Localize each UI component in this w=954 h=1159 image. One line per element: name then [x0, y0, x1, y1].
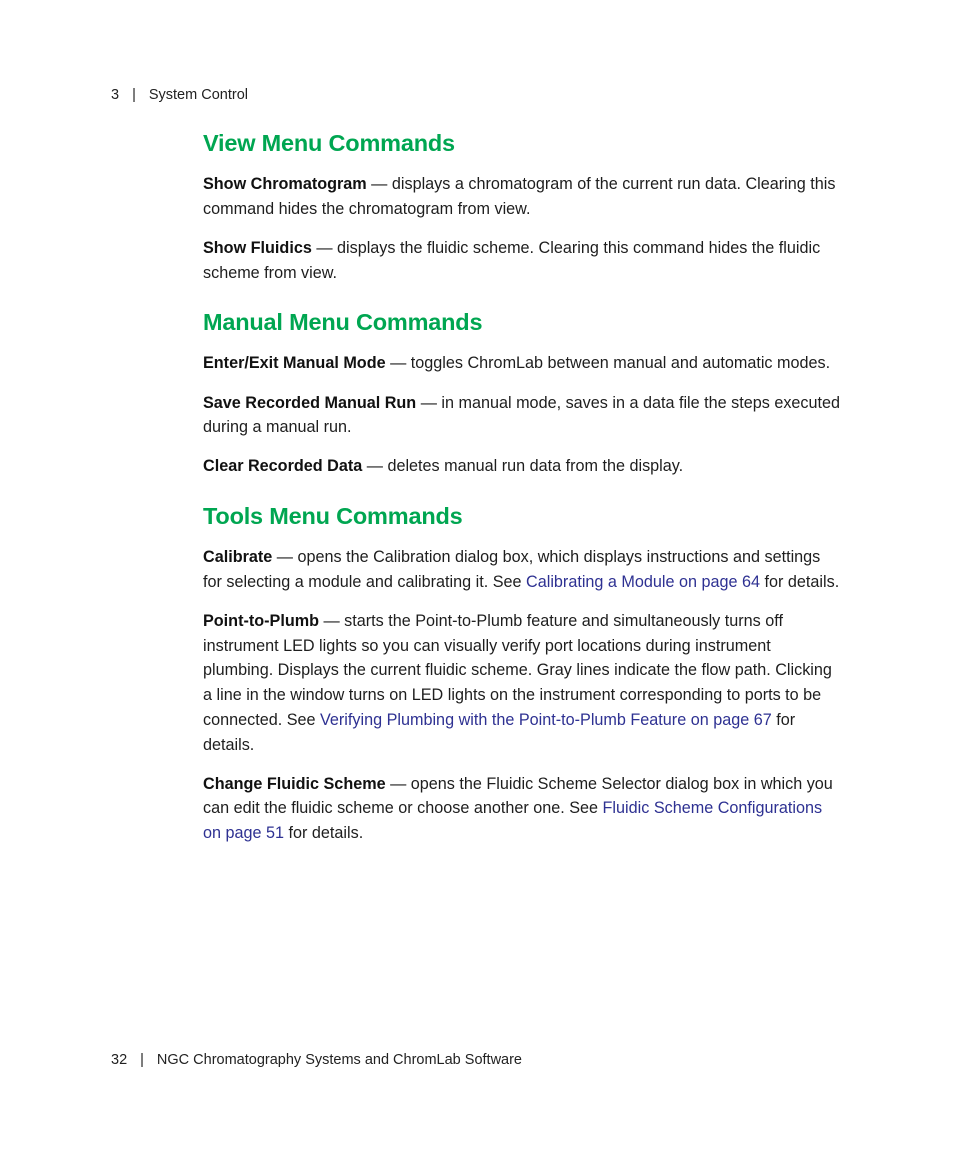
entry-description: in manual mode, saves in a data file the steps executed during a manual run.	[203, 393, 841, 437]
em-dash: —	[362, 457, 388, 476]
entry-term: Save Recorded Manual Run	[203, 393, 417, 412]
em-dash: —	[318, 612, 345, 631]
entry-description-end: for details.	[203, 710, 796, 754]
chapter-title: System Control	[148, 87, 248, 103]
entry-show-fluidics	[203, 236, 843, 285]
entry-description: toggles ChromLab between manual and automatic modes.	[410, 354, 831, 373]
entry-show-chromatogram	[203, 172, 843, 221]
entry-save-recorded-manual-run	[203, 391, 843, 440]
em-dash: —	[385, 774, 411, 793]
entry-enter-exit-manual-mode	[203, 351, 843, 376]
book-title: NGC Chromatography Systems and ChromLab Software	[156, 1052, 522, 1068]
entry-description-end: for details.	[284, 824, 364, 843]
entry-term: Show Fluidics	[203, 238, 312, 257]
entry-description: starts the Point-to-Plumb feature and simultaneously turns off instrument LED lights so you can visually verify port locations during instrument plumbing. Displays the current fluidic scheme. Gray lines indicate the flow path. Clicking a line in the window turns on LED lights on the instrument corresponding to ports to be connected. See	[203, 612, 832, 729]
page-number: 32	[111, 1052, 128, 1068]
em-dash: —	[272, 548, 298, 567]
entry-description: displays the fluidic scheme. Clearing this command hides the fluidic scheme from view.	[203, 238, 821, 282]
em-dash: —	[311, 238, 338, 257]
section-heading: Manual Menu Commands	[203, 309, 483, 336]
header-separator: |	[132, 87, 136, 103]
entry-term: Clear Recorded Data	[203, 457, 363, 476]
entry-description-end: for details.	[760, 572, 840, 591]
running-footer	[111, 1052, 522, 1068]
entry-term: Point-to-Plumb	[203, 612, 319, 631]
em-dash: —	[385, 354, 411, 373]
section-manual-menu	[203, 307, 843, 479]
entry-description: displays a chromatogram of the current run data. Clearing this command hides the chromatogram from view.	[203, 175, 836, 218]
page-content	[203, 128, 843, 860]
section-heading: Tools Menu Commands	[203, 503, 463, 530]
entry-description: deletes manual run data from the display.	[387, 457, 684, 476]
entry-term: Calibrate	[203, 548, 273, 567]
cross-reference-link[interactable]: Calibrating a Module on page 64	[526, 572, 761, 591]
entry-term: Change Fluidic Scheme	[203, 774, 386, 793]
entry-term: Enter/Exit Manual Mode	[203, 354, 386, 373]
entry-change-fluidic-scheme	[203, 772, 843, 846]
entry-description: opens the Fluidic Scheme Selector dialog box in which you can edit the fluidic scheme or choose another one. See	[203, 774, 833, 818]
em-dash: —	[416, 393, 442, 412]
chapter-number: 3	[111, 87, 120, 103]
section-heading: View Menu Commands	[203, 130, 455, 156]
entry-clear-recorded-data	[203, 454, 843, 479]
entry-point-to-plumb	[203, 609, 843, 757]
footer-separator: |	[140, 1052, 144, 1068]
section-view-menu	[203, 128, 843, 285]
entry-term: Show Chromatogram	[203, 175, 367, 193]
cross-reference-link[interactable]: Verifying Plumbing with the Point-to-Plumb Feature on page 67	[320, 710, 772, 729]
section-tools-menu	[203, 501, 843, 846]
cross-reference-link[interactable]: Fluidic Scheme Configurations on page 51	[203, 799, 823, 843]
entry-description: opens the Calibration dialog box, which displays instructions and settings for selecting a module and calibrating it. See	[203, 548, 821, 591]
entry-calibrate	[203, 545, 843, 594]
em-dash: —	[366, 175, 392, 193]
running-header	[111, 87, 248, 103]
